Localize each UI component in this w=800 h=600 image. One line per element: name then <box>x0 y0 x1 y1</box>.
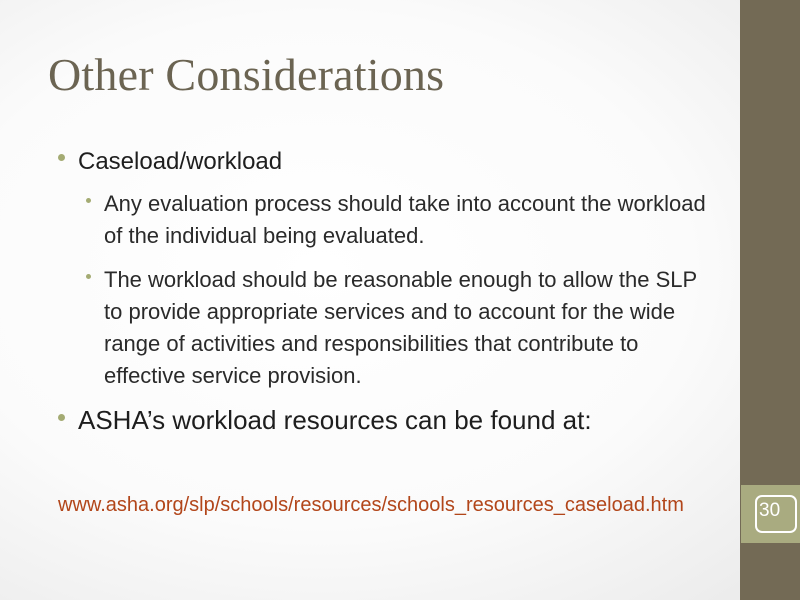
asha-caseload-link[interactable]: www.asha.org/slp/schools/resources/schools_resources_caseload.htm <box>58 494 684 516</box>
bullet-dot-icon <box>58 414 65 421</box>
bullet-list <box>58 146 718 436</box>
page-number-badge <box>741 485 800 543</box>
sub-bullet-text: The workload should be reasonable enough to allow the SLP to provide appropriate services and to account for the wide range of activities and responsibilities that contribute to effective service provision. <box>104 267 697 388</box>
slide-title: Other Considerations <box>48 49 445 100</box>
bullet-text: Caseload/workload <box>78 148 283 175</box>
bullet-item-caseload <box>58 146 718 178</box>
bullet-dot-icon <box>58 154 65 161</box>
bullet-item-asha-resources <box>58 404 718 436</box>
sub-bullet-text: Any evaluation process should take into account the workload of the individual being evaluated. <box>104 191 706 248</box>
sub-bullet-item-workload <box>86 264 718 392</box>
bullet-text: ASHA’s workload resources can be found at: <box>78 405 592 435</box>
sub-bullet-item-evaluation <box>86 188 718 252</box>
sub-bullet-dot-icon <box>86 274 91 279</box>
page-number: 30 <box>759 500 781 521</box>
sub-bullet-dot-icon <box>86 198 91 203</box>
